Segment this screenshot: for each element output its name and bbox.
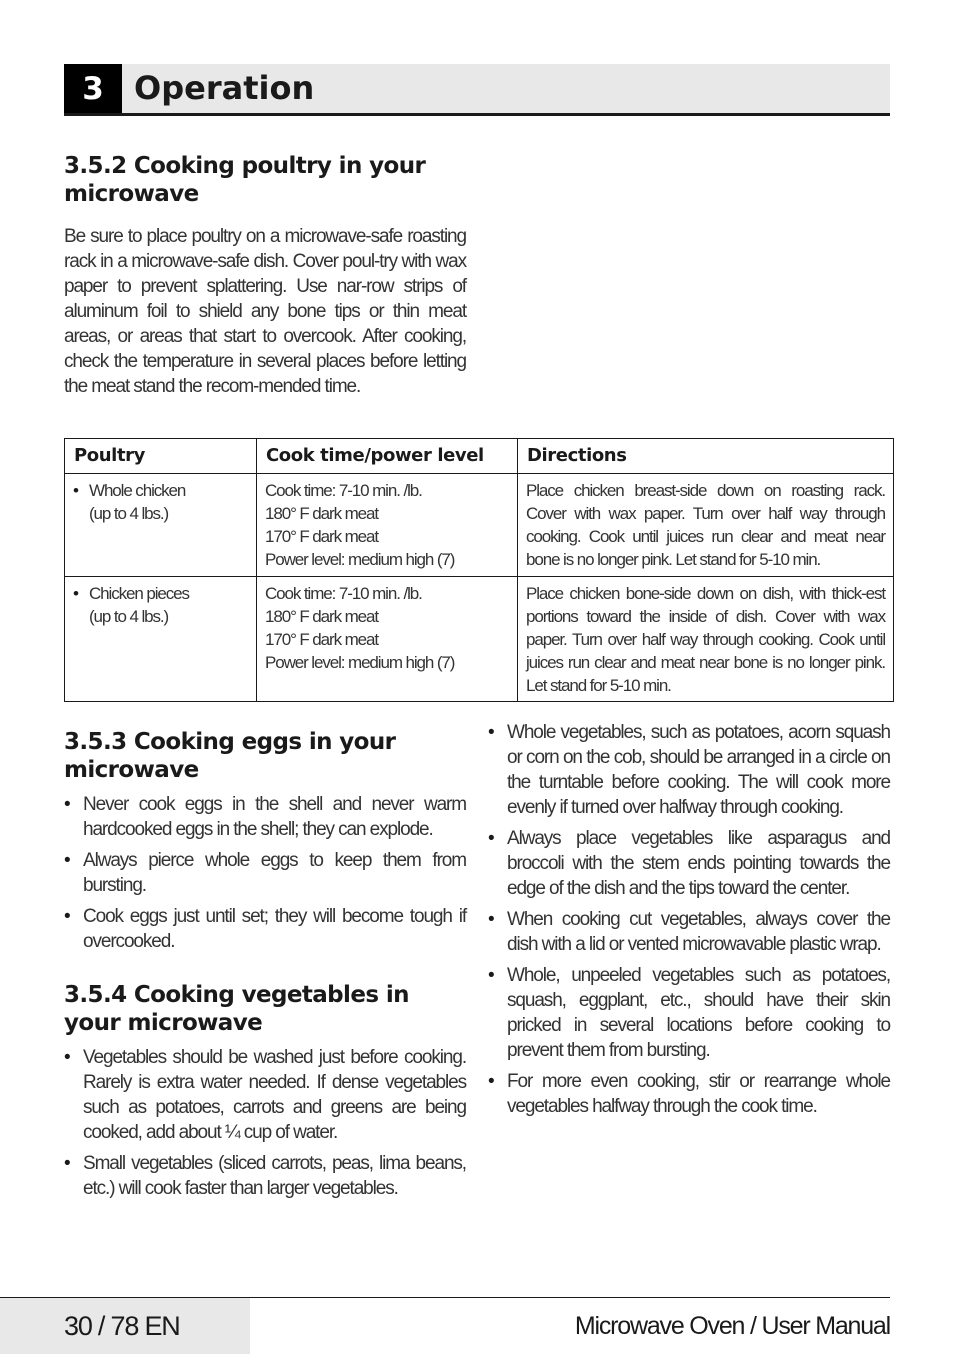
list-item: • Vegetables should be washed just before cooking. Rarely is extra water needed. If dense vegetables such as potatoes, carrots and greens are being cooked, add about ¼ cup of water. (64, 1047, 466, 1143)
poultry-weight: (up to 4 lbs.) (89, 607, 169, 626)
table-header-cell: Poultry (65, 439, 257, 474)
list-item: • When cooking cut vegetables, always cover the dish with a lid or vented microwavable plastic wrap. (488, 909, 890, 955)
poultry-intro-paragraph: Be sure to place poultry on a microwave-safe roasting rack in a microwave-safe dish. Cover poul-try with wax paper to prevent splattering. Use nar-row strips of aluminum foil to shield any bone tips or thin meat areas, or areas that start to overcook. After cooking, check the temperature in several places before letting the meat stand the recom-mended time. (64, 226, 466, 397)
chapter-header (64, 64, 890, 116)
list-item: • Whole vegetables, such as potatoes, acorn squash or corn on the cob, should be arranged in a circle on the turntable before cooking. The will cook more evenly if turned over halfway through cooking. (488, 722, 890, 818)
list-item-text: When cooking cut vegetables, always cover the dish with a lid or vented microwavable plastic wrap. (507, 909, 890, 955)
list-item: • Always pierce whole eggs to keep them from bursting. (64, 850, 466, 896)
poultry-type: • Whole chicken (73, 479, 248, 502)
cook-line: Power level: medium high (7) (265, 550, 455, 569)
cook-line: 180° F dark meat (265, 504, 378, 523)
table-header-cell: Cook time/power level (257, 439, 518, 474)
list-item: • Small vegetables (sliced carrots, peas, lima beans, etc.) will cook faster than larger vegetables. (64, 1153, 466, 1199)
table-cell-poultry (65, 577, 257, 702)
table-header-cell: Directions (518, 439, 894, 474)
chapter-title: Operation (134, 69, 315, 107)
chapter-number: 3 (64, 64, 122, 113)
list-item: • Cook eggs just until set; they will become tough if overcooked. (64, 906, 466, 952)
poultry-table (64, 438, 894, 702)
cook-line: 170° F dark meat (265, 630, 378, 649)
vegetables-bullet-list-left (64, 1045, 466, 1207)
manual-title: Microwave Oven / User Manual (574, 1312, 890, 1340)
list-item-text: Vegetables should be washed just before cooking. Rarely is extra water needed. If dense vegetables such as potatoes, carrots and greens are being cooked, add about ¼ cup of water. (83, 1047, 466, 1143)
list-item: • Always place vegetables like asparagus and broccoli with the stem ends pointing towards the edge of the dish and the tips toward the center. (488, 828, 890, 899)
list-item-text: Whole vegetables, such as potatoes, acorn squash or corn on the cob, should be arranged in a circle on the turntable before cooking. The will cook more evenly if turned over halfway through cooking. (507, 722, 890, 818)
cook-line: 180° F dark meat (265, 607, 378, 626)
table-cell-cook (257, 577, 518, 702)
list-item-text: For more even cooking, stir or rearrange whole vegetables halfway through the cook time. (507, 1071, 890, 1117)
poultry-type: • Chicken pieces (73, 582, 248, 605)
table-row (65, 474, 894, 577)
eggs-bullet-list (64, 792, 466, 960)
page-number: 30 / 78 EN (64, 1311, 180, 1341)
poultry-weight: (up to 4 lbs.) (89, 504, 169, 523)
list-item: • Whole, unpeeled vegetables such as potatoes, squash, eggplant, etc., should have their skin pricked in several locations before cooking to prevent them from bursting. (488, 965, 890, 1061)
vegetables-bullet-list-right (488, 720, 890, 1125)
list-item-text: Never cook eggs in the shell and never warm hardcooked eggs in the shell; they can explode. (83, 794, 466, 840)
section-heading-eggs: 3.5.3 Cooking eggs in your microwave (64, 729, 396, 783)
list-item-text: Always place vegetables like asparagus and broccoli with the stem ends pointing towards the edge of the dish and the tips toward the center. (507, 828, 890, 899)
list-item: • For more even cooking, stir or rearrange whole vegetables halfway through the cook time. (488, 1071, 890, 1117)
table-header-row (65, 439, 894, 474)
list-item-text: Small vegetables (sliced carrots, peas, lima beans, etc.) will cook faster than larger vegetables. (83, 1153, 466, 1199)
cook-line: Cook time: 7-10 min. /lb. (265, 584, 422, 603)
list-item-text: Whole, unpeeled vegetables such as potatoes, squash, eggplant, etc., should have their skin pricked in several locations before cooking to prevent them from bursting. (507, 965, 890, 1061)
cook-line: 170° F dark meat (265, 527, 378, 546)
section-heading-poultry: 3.5.2 Cooking poultry in your microwave (64, 153, 426, 207)
table-cell-directions: Place chicken breast-side down on roasting rack. Cover with wax paper. Turn over half way through cooking. Cook until juices run clear and meat near bone is no longer pink. Let stand for 5-10 min. (518, 474, 894, 577)
section-heading-vegetables: 3.5.4 Cooking vegetables in your microwave (64, 982, 409, 1036)
cook-line: Power level: medium high (7) (265, 653, 455, 672)
table-cell-cook (257, 474, 518, 577)
table-row (65, 577, 894, 702)
table-cell-directions: Place chicken bone-side down on dish, with thick-est portions toward the inside of dish. Cover with wax paper. Turn over half way through cooking. Cook until juices run clear and meat near bone is no longer pink. Let stand for 5-10 min. (518, 577, 894, 702)
list-item: • Never cook eggs in the shell and never warm hardcooked eggs in the shell; they can explode. (64, 794, 466, 840)
list-item-text: Always pierce whole eggs to keep them from bursting. (83, 850, 466, 896)
cook-line: Cook time: 7-10 min. /lb. (265, 481, 422, 500)
list-item-text: Cook eggs just until set; they will become tough if overcooked. (83, 906, 466, 952)
table-cell-poultry (65, 474, 257, 577)
